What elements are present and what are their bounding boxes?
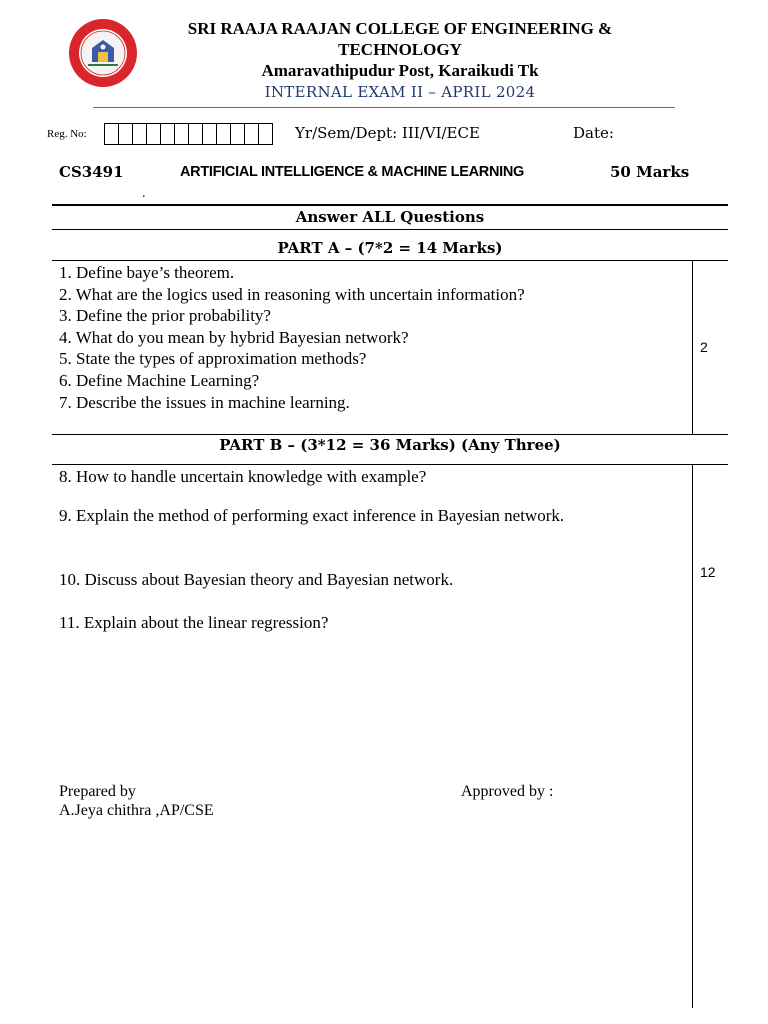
date-label: Date:	[573, 124, 614, 142]
reg-no-box	[174, 123, 189, 145]
college-address: Amaravathipudur Post, Karaikudi Tk	[261, 61, 539, 80]
reg-no-box	[132, 123, 147, 145]
course-code: CS3491	[59, 163, 124, 181]
part-a-questions	[59, 262, 525, 413]
part-b-question: 8. How to handle uncertain knowledge with example?	[59, 467, 427, 486]
part-a-question: 3. Define the prior probability?	[59, 306, 271, 326]
reg-no-box	[230, 123, 245, 145]
approved-by-label: Approved by :	[461, 783, 554, 800]
part-a-marks: 2	[700, 339, 708, 355]
part-b-question: 10. Discuss about Bayesian theory and Bayesian network.	[59, 570, 454, 589]
dept-info: Yr/Sem/Dept: III/VI/ECE	[295, 124, 480, 142]
marks-column-divider	[692, 464, 693, 1008]
stray-dot: .	[142, 186, 146, 201]
reg-no-box	[244, 123, 259, 145]
reg-no-label: Reg. No:	[47, 128, 87, 140]
total-marks: 50 Marks	[610, 163, 690, 181]
prepared-by-label: Prepared by	[59, 783, 136, 800]
table-top-rule	[52, 204, 728, 206]
part-a-question: 6. Define Machine Learning?	[59, 370, 260, 390]
reg-no-box	[258, 123, 273, 145]
part-b-question: 11. Explain about the linear regression?	[59, 613, 329, 632]
part-b-heading: PART B – (3*12 = 36 Marks) (Any Three)	[219, 436, 561, 454]
reg-no-box	[216, 123, 231, 145]
college-name-line2: TECHNOLOGY	[338, 40, 462, 59]
reg-no-box	[188, 123, 203, 145]
reg-no-box	[160, 123, 175, 145]
part-a-question: 7. Describe the issues in machine learning.	[59, 392, 350, 412]
instructions-heading: Answer ALL Questions	[295, 208, 485, 226]
rule	[52, 229, 728, 230]
reg-no-box	[202, 123, 217, 145]
marks-column-divider	[692, 260, 693, 434]
college-seal-icon	[68, 18, 138, 88]
part-a-heading: PART A – (7*2 = 14 Marks)	[277, 239, 503, 257]
college-name-line1: SRI RAAJA RAAJAN COLLEGE OF ENGINEERING &	[187, 19, 613, 38]
rule	[52, 464, 728, 465]
reg-no-box	[104, 123, 119, 145]
part-b-question: 9. Explain the method of performing exact inference in Bayesian network.	[59, 506, 565, 525]
header-divider	[93, 107, 675, 108]
college-name	[140, 18, 660, 60]
course-title: ARTIFICIAL INTELLIGENCE & MACHINE LEARNING	[180, 164, 524, 180]
rule	[52, 434, 728, 435]
prepared-by-name: A.Jeya chithra ,AP/CSE	[59, 802, 214, 819]
reg-no-box	[146, 123, 161, 145]
part-a-question: 1. Define baye’s theorem.	[59, 263, 235, 282]
reg-no-box	[118, 123, 133, 145]
reg-no-boxes	[104, 123, 272, 145]
part-a-question: 2. What are the logics used in reasoning with uncertain information?	[59, 284, 525, 304]
part-a-question: 5. State the types of approximation methods?	[59, 349, 367, 369]
exam-title: INTERNAL EXAM II – APRIL 2024	[264, 83, 536, 101]
part-b-marks: 12	[700, 564, 716, 580]
rule	[52, 260, 728, 261]
part-a-question: 4. What do you mean by hybrid Bayesian network?	[59, 327, 409, 347]
